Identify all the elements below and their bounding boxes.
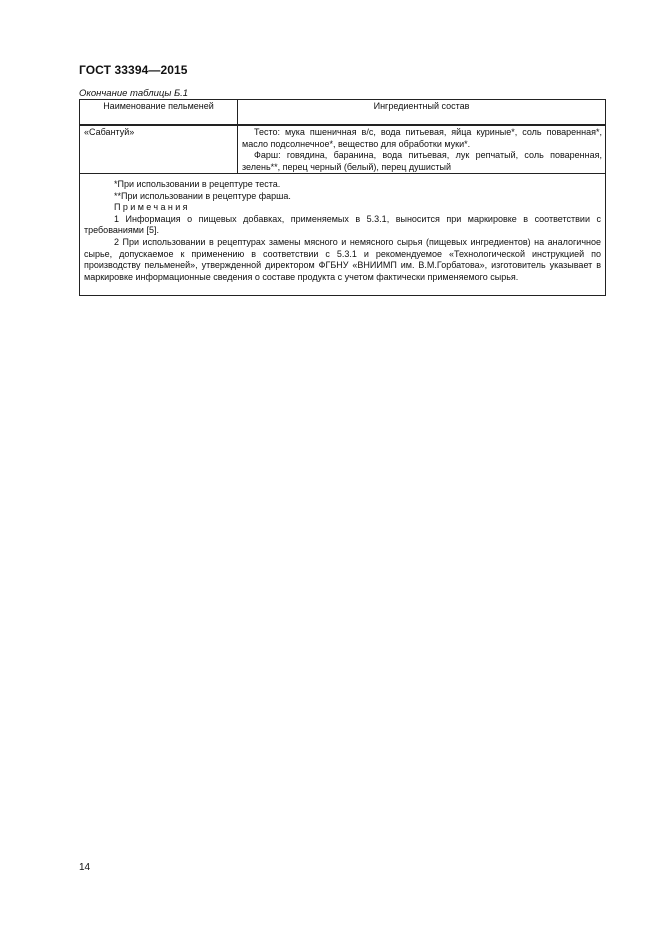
footnote-dough: *При использовании в рецептуре теста. — [114, 179, 281, 189]
column-header-name: Наименование пельменей — [103, 101, 214, 111]
filling-composition: Фарш: говядина, баранина, вода питьевая, лук репчатый, соль поваренная, зелень**, перец черный (белый), перец душистый — [242, 150, 602, 172]
table-notes — [84, 179, 601, 283]
note-1: 1 Информация о пищевых добавках, применяемых в 5.3.1, выносится при маркировке в соответствии с требованиями [5]. — [84, 213, 601, 236]
page-number: 14 — [79, 862, 91, 873]
dough-composition: Тесто: мука пшеничная в/с, вода питьевая, яйца куриные*, соль поваренная*, масло подсолнечное*, вещество для обработки муки*. — [242, 127, 602, 149]
header-divider — [80, 124, 605, 126]
notes-divider — [80, 173, 605, 174]
footnote-filling: **При использовании в рецептуре фарша. — [114, 190, 291, 201]
note-2: 2 При использовании в рецептурах замены мясного и немясного сырья (пищевых ингредиентов) на аналогичное сырье, допускаемое к применению в соответствии с 5.3.1 и рекомендуемое «Технологической инструкцией по производству пельменей», утвержденной директором ФГБНУ «ВНИИМП им. В.М.Горбатова», изготовитель указывает в маркировке информационные сведения о составе продукта с учетом фактически применяемого сырья. — [84, 236, 601, 282]
product-name-cell: «Сабантуй» — [84, 127, 135, 137]
column-header-composition: Ингредиентный состав — [373, 101, 470, 111]
table-caption: Окончание таблицы Б.1 — [79, 88, 189, 99]
notes-title — [84, 202, 601, 214]
composition-cell — [242, 127, 602, 173]
ingredients-table — [79, 99, 606, 296]
document-header: ГОСТ 33394—2015 — [79, 63, 188, 77]
notes-title-text: Примечания — [114, 202, 190, 213]
